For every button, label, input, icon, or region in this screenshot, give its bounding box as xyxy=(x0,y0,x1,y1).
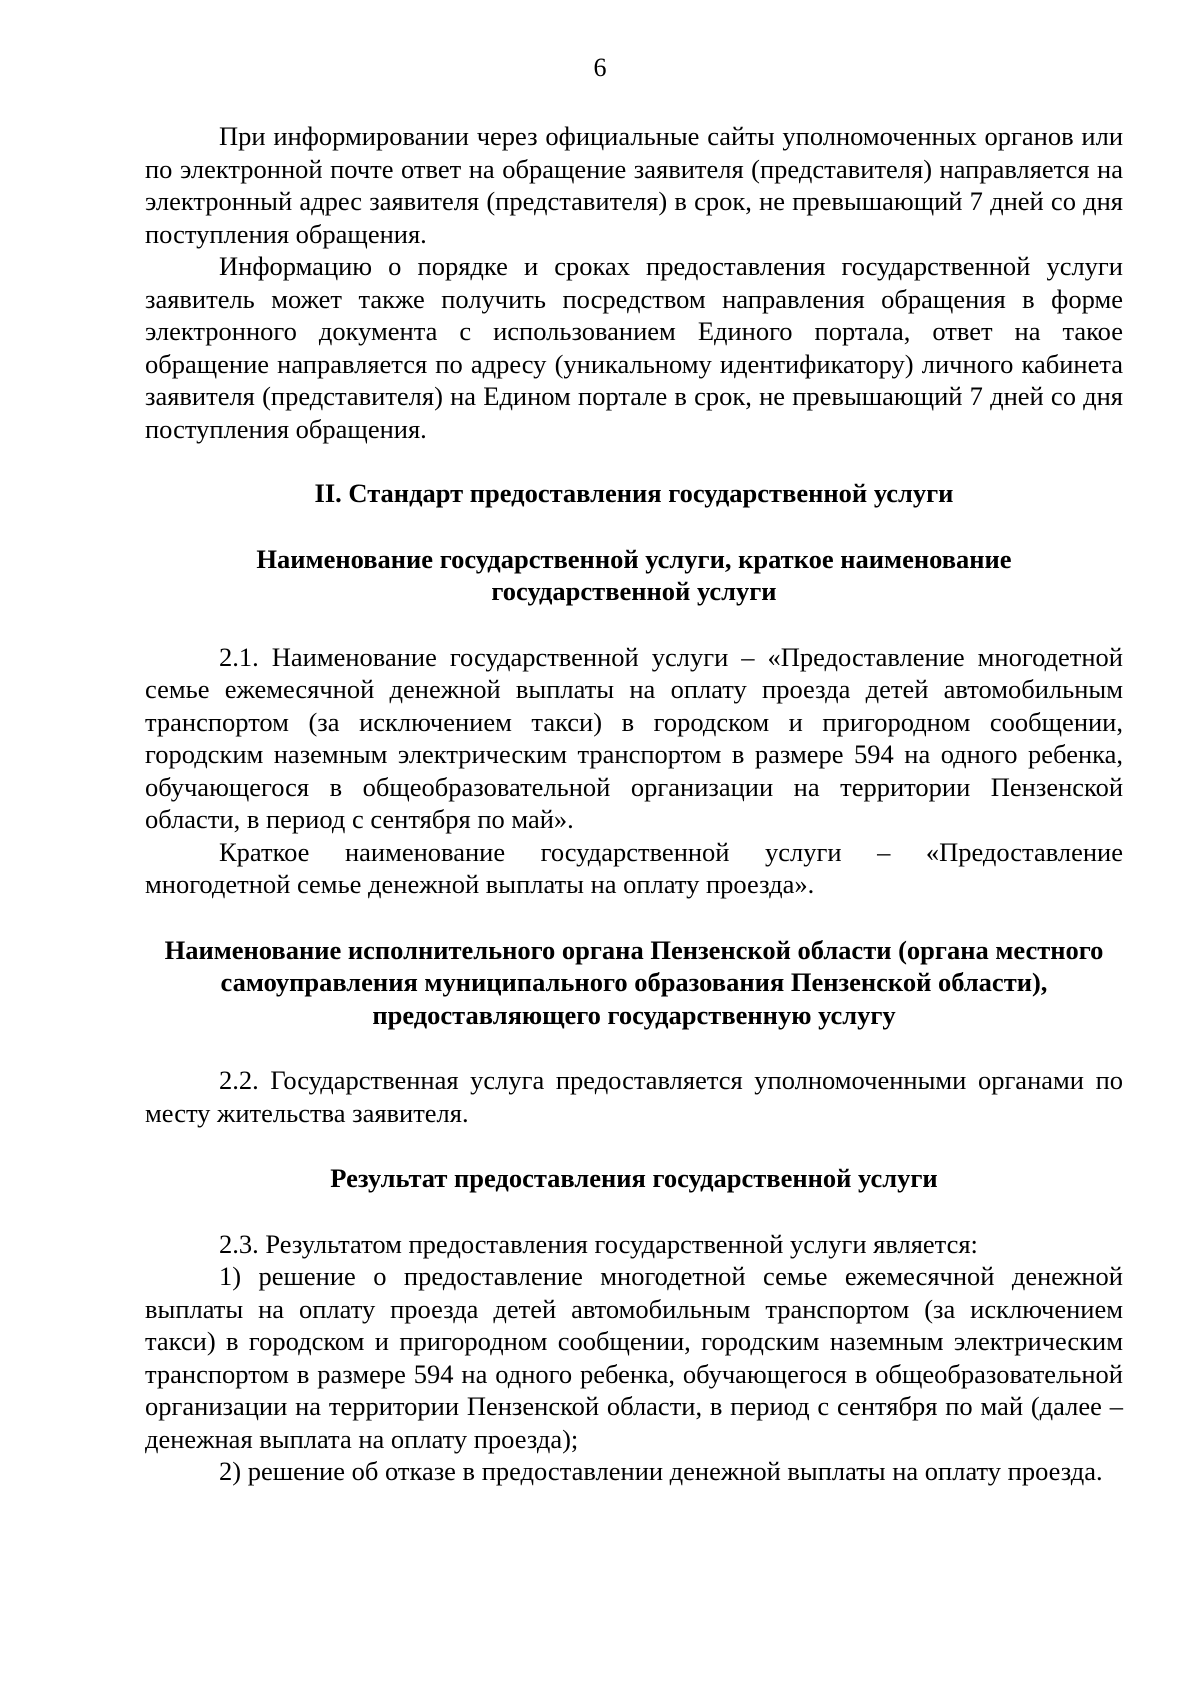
paragraph-2-3: 2.3. Результатом предоставления государственной услуги является: xyxy=(219,1228,978,1259)
paragraph-result-item-1: 1) решение о предоставление многодетной семье ежемесячной денежной выплаты на оплату проезда детей автомобильным транспортом (за исключением такси) в городском и пригородном сообщении, городским наземным электрическим транспортом в размере 594 на одного ребенка, обучающегося в общеобразовательной организации на территории Пензенской области, в период с сентября по май (далее – денежная выплата на оплату проезда); xyxy=(145,1261,1123,1454)
section-title: II. Стандарт предоставления государственной услуги xyxy=(314,478,954,508)
paragraph-result-item-2: 2) решение об отказе в предоставлении денежной выплаты на оплату проезда. xyxy=(219,1456,1103,1486)
heading-service-name: Наименование государственной услуги, краткое наименование государственной услуги xyxy=(256,543,1012,606)
heading-authority: Наименование исполнительного органа Пензенской области (органа местного самоуправления муниципального образования Пензенской области), предоставляющего государственную услугу xyxy=(164,934,1104,1030)
paragraph-2-1: 2.1. Наименование государственной услуги – «Предоставление многодетной семье ежемесячной денежной выплаты на оплату проезда детей автомобильным транспортом (за исключением такси) в городском и пригородном сообщении, городским наземным электрическим транспортом в размере 594 на одного ребенка, обучающегося в общеобразовательной организации на территории Пензенской области, в период с сентября по май». xyxy=(145,641,1123,834)
paragraph-2-2: 2.2. Государственная услуга предоставляется уполномоченными органами по месту жительства заявителя. xyxy=(145,1065,1123,1128)
paragraph-intro-1: При информировании через официальные сайты уполномоченных органов или по электронной почте ответ на обращение заявителя (представителя) направляется на электронный адрес заявителя (представителя) в срок, не превышающий 7 дней со дня поступления обращения. xyxy=(145,121,1123,249)
paragraph-intro-2: Информацию о порядке и сроках предоставления государственной услуги заявитель может также получить посредством направления обращения в форме электронного документа с использованием Единого портала, ответ на такое обращение направляется по адресу (уникальному идентификатору) личного кабинета заявителя (представителя) на Едином портале в срок, не превышающий 7 дней со дня поступления обращения. xyxy=(145,251,1123,444)
page-number: 6 xyxy=(593,53,607,82)
document-body xyxy=(145,120,1123,1488)
heading-result: Результат предоставления государственной услуги xyxy=(330,1163,938,1193)
paragraph-short-name: Краткое наименование государственной услуги – «Предоставление многодетной семье денежной выплаты на оплату проезда». xyxy=(145,836,1123,899)
